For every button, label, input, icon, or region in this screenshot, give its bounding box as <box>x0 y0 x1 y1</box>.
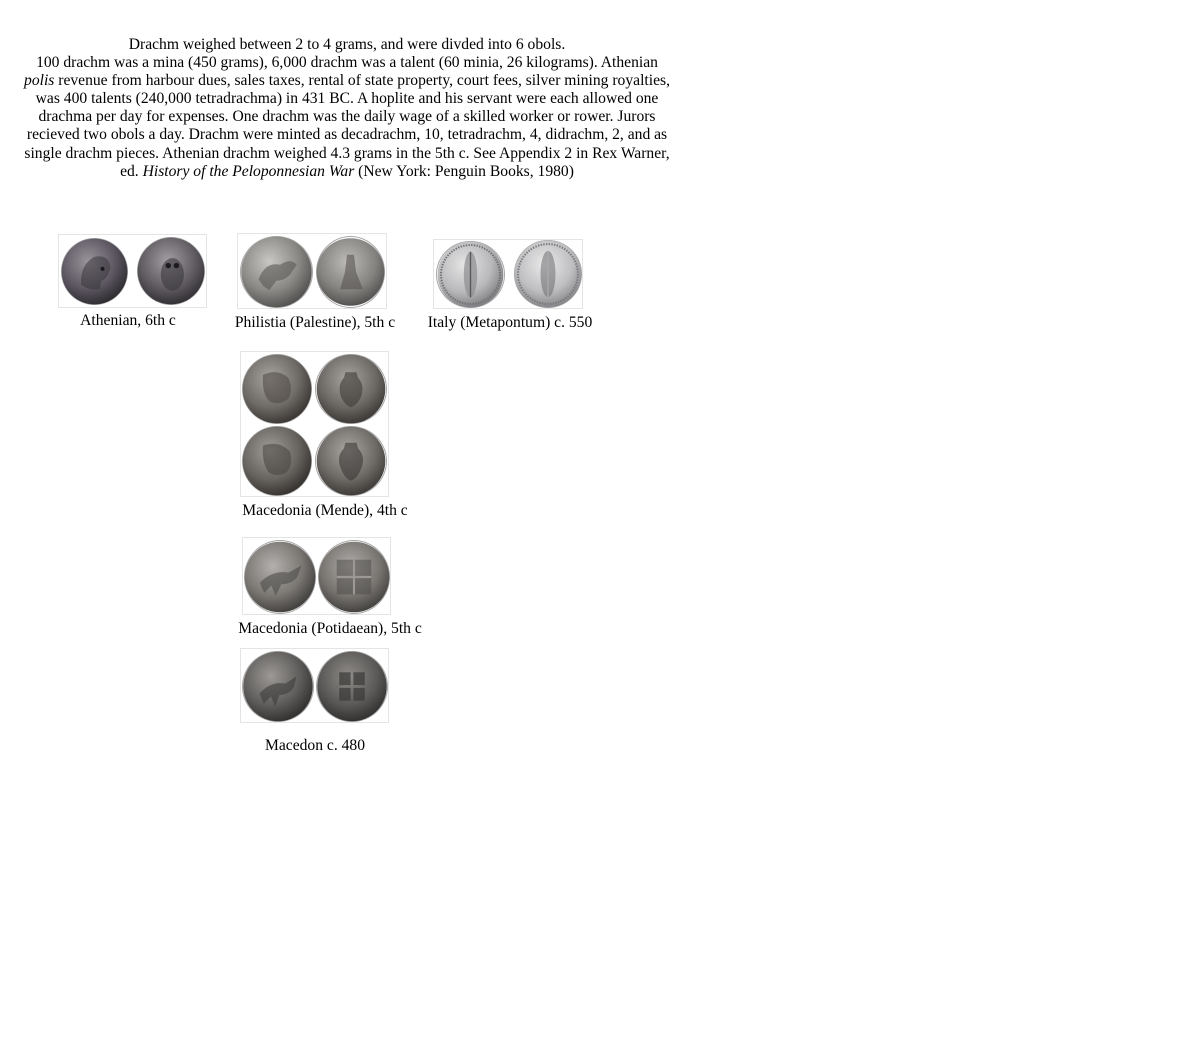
square-incuse-coin-icon <box>316 651 388 722</box>
seated-figure-coin-icon <box>316 236 385 308</box>
incuse-barley-ear-coin-icon <box>514 240 582 308</box>
intro-italic-book-title: History of the Peloponnesian War <box>142 162 355 180</box>
horseman-coin-icon <box>244 540 316 614</box>
intro-text-a: 100 drachm was a mina (450 grams), 6,000 drachm was a talent (60 minia, 26 kilograms). Athenian <box>36 54 658 72</box>
coin-image-macedon <box>240 648 389 723</box>
intro-paragraph <box>22 54 672 181</box>
coin-caption-philistia: Philistia (Palestine), 5th c <box>234 314 396 331</box>
coin-image-athenian <box>58 234 207 308</box>
intro-text-c: (New York: Penguin Books, 1980) <box>354 162 574 180</box>
coin-caption-mende: Macedonia (Mende), 4th c <box>242 502 408 519</box>
helmeted-head-coin-icon <box>61 238 128 305</box>
intro-text <box>22 36 672 181</box>
amphora-coin-icon <box>315 426 387 496</box>
coin-caption-macedon: Macedon c. 480 <box>264 737 366 754</box>
amphora-coin-icon <box>315 354 387 424</box>
coin-caption-potidaea: Macedonia (Potidaean), 5th c <box>238 620 422 637</box>
coin-image-mende <box>240 351 389 497</box>
dionysos-head-coin-icon <box>242 354 312 424</box>
coin-image-metapontum <box>433 239 583 309</box>
intro-text-b: revenue from harbour dues, sales taxes, rental of state property, court fees, silver mining royalties, was 400 talents (240,000 tetradrachma) in 431 BC. A hoplite and his servant were each allowed one drachma per day for expenses. One drachm was the daily wage of a skilled worker or rower. Jurors recieved two obols a day. Drachm were minted as decadrachm, 10, tetradrachm, 4, didrachm, 2, and as single drachm pieces. Athenian drachm weighed 4.3 grams in the 5th c. See Appendix 2 in Rex Warner, ed. <box>24 72 670 180</box>
horseman-coin-icon <box>242 651 314 722</box>
coin-image-philistia <box>237 233 387 309</box>
coin-caption-metapontum: Italy (Metapontum) c. 550 <box>427 314 593 331</box>
intro-italic-polis: polis <box>24 72 55 90</box>
dionysos-head-coin-icon <box>242 426 312 496</box>
barley-ear-coin-icon <box>436 241 505 308</box>
coin-caption-athenian: Athenian, 6th c <box>80 312 176 329</box>
intro-line-1: Drachm weighed between 2 to 4 grams, and were divded into 6 obols. <box>128 36 566 53</box>
coin-image-potidaea <box>242 537 391 615</box>
owl-coin-icon <box>137 237 205 305</box>
quadripartite-incuse-coin-icon <box>318 540 390 614</box>
winged-horse-coin-icon <box>240 236 313 308</box>
